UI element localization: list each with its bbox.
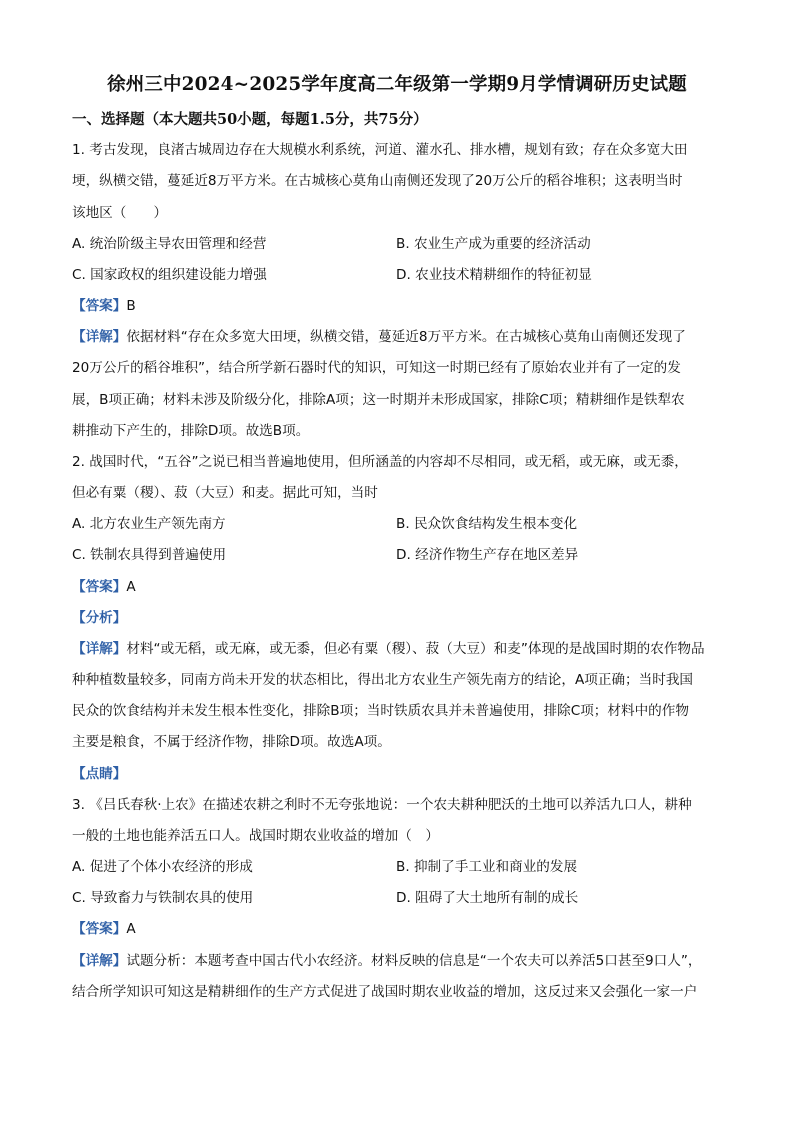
q3-option-c: C. 导致畜力与铁制农具的使用 xyxy=(72,890,254,906)
q2-comment xyxy=(72,765,126,783)
q2-detail-line: 主要是粮食，不属于经济作物，排除D项。故选A项。 xyxy=(72,734,391,750)
q1-option-d: D. 农业技术精耕细作的特征初显 xyxy=(396,267,592,283)
q2-option-a: A. 北方农业生产领先南方 xyxy=(72,516,226,532)
q2-stem-line: 2. 战国时代，“五谷”之说已相当普遍地使用，但所涵盖的内容却不尽相同，或无稻，或无麻，或无黍， xyxy=(72,454,688,470)
comment-tag: 【点睛】 xyxy=(72,766,127,782)
answer-value: A xyxy=(126,579,136,595)
q1-option-c: C. 国家政权的组织建设能力增强 xyxy=(72,267,267,283)
q1-detail-line: 展，B项正确；材料未涉及阶级分化，排除A项；这一时期并未形成国家，排除C项；精耕细作是铁犁农 xyxy=(72,392,685,408)
q3-option-b: B. 抑制了手工业和商业的发展 xyxy=(396,859,578,875)
answer-tag: 【答案】 xyxy=(72,921,127,937)
q2-stem-line: 但必有粟（稷）、菽（大豆）和麦。据此可知，当时 xyxy=(72,485,378,501)
q3-option-d: D. 阻碍了大土地所有制的成长 xyxy=(396,890,579,906)
q3-stem-line: 3. 《吕氏春秋·上农》在描述农耕之利时不无夸张地说：一个农夫耕种肥沃的土地可以养活九口人，耕种 xyxy=(72,797,692,813)
q2-analysis xyxy=(72,609,126,627)
q2-detail-line: 种种植数量较多，同南方尚未开发的状态相比，得出北方农业生产领先南方的结论，A项正确；当时我国 xyxy=(72,672,694,688)
detail-text: 试题分析：本题考查中国古代小农经济。材料反映的信息是“一个农夫可以养活5口甚至9口人”， xyxy=(126,953,702,969)
detail-tag: 【详解】 xyxy=(72,641,127,657)
answer-tag: 【答案】 xyxy=(72,298,127,314)
detail-tag: 【详解】 xyxy=(72,953,127,969)
answer-value: B xyxy=(126,298,136,314)
detail-text: 依据材料“存在众多宽大田埂，纵横交错，蔓延近8万平方米。在古城核心莫角山南侧还发现了 xyxy=(126,329,686,345)
q3-stem-line: 一般的土地也能养活五口人。战国时期农业收益的增加（ ） xyxy=(72,828,440,844)
detail-tag: 【详解】 xyxy=(72,329,127,345)
section-heading: 一、选择题（本大题共50小题，每题1.5分，共75分） xyxy=(72,111,428,128)
q1-stem-line: 该地区（ ） xyxy=(72,205,168,221)
detail-text: 材料“或无稻，或无麻，或无黍，但必有粟（稷）、菽（大豆）和麦”体现的是战国时期的农作物品 xyxy=(126,641,705,657)
q3-answer xyxy=(72,920,136,938)
q1-option-b: B. 农业生产成为重要的经济活动 xyxy=(396,236,591,252)
analysis-tag: 【分析】 xyxy=(72,610,127,626)
q2-detail-line: 民众的饮食结构并未发生根本性变化，排除B项；当时铁质农具并未普遍使用，排除C项；材料中的作物 xyxy=(72,703,689,719)
q2-detail-line xyxy=(72,640,705,658)
q1-answer xyxy=(72,297,136,315)
q1-detail-line: 20万公斤的稻谷堆积”，结合所学新石器时代的知识，可知这一时期已经有了原始农业并有了一定的发 xyxy=(72,360,681,376)
q1-detail-line: 耕推动下产生的，排除D项。故选B项。 xyxy=(72,423,310,439)
q1-stem-line: 埂，纵横交错，蔓延近8万平方米。在古城核心莫角山南侧还发现了20万公斤的稻谷堆积；这表明当时 xyxy=(72,173,683,189)
q3-detail-line xyxy=(72,952,702,970)
q2-option-c: C. 铁制农具得到普遍使用 xyxy=(72,547,227,563)
q1-stem-line: 1. 考古发现，良渚古城周边存在大规模水利系统，河道、灌水孔、排水槽，规划有致；存在众多宽大田 xyxy=(72,142,688,158)
q2-option-b: B. 民众饮食结构发生根本变化 xyxy=(396,516,578,532)
answer-value: A xyxy=(126,921,136,937)
page-title: 徐州三中2024~2025学年度高二年级第一学期9月学情调研历史试题 xyxy=(107,74,687,95)
q3-detail-line: 结合所学知识可知这是精耕细作的生产方式促进了战国时期农业收益的增加，这反过来又会强化一家一户 xyxy=(72,984,698,1000)
q3-option-a: A. 促进了个体小农经济的形成 xyxy=(72,859,253,875)
q1-detail-line xyxy=(72,328,686,346)
q2-answer xyxy=(72,578,136,596)
answer-tag: 【答案】 xyxy=(72,579,127,595)
q1-option-a: A. 统治阶级主导农田管理和经营 xyxy=(72,236,267,252)
q2-option-d: D. 经济作物生产存在地区差异 xyxy=(396,547,579,563)
